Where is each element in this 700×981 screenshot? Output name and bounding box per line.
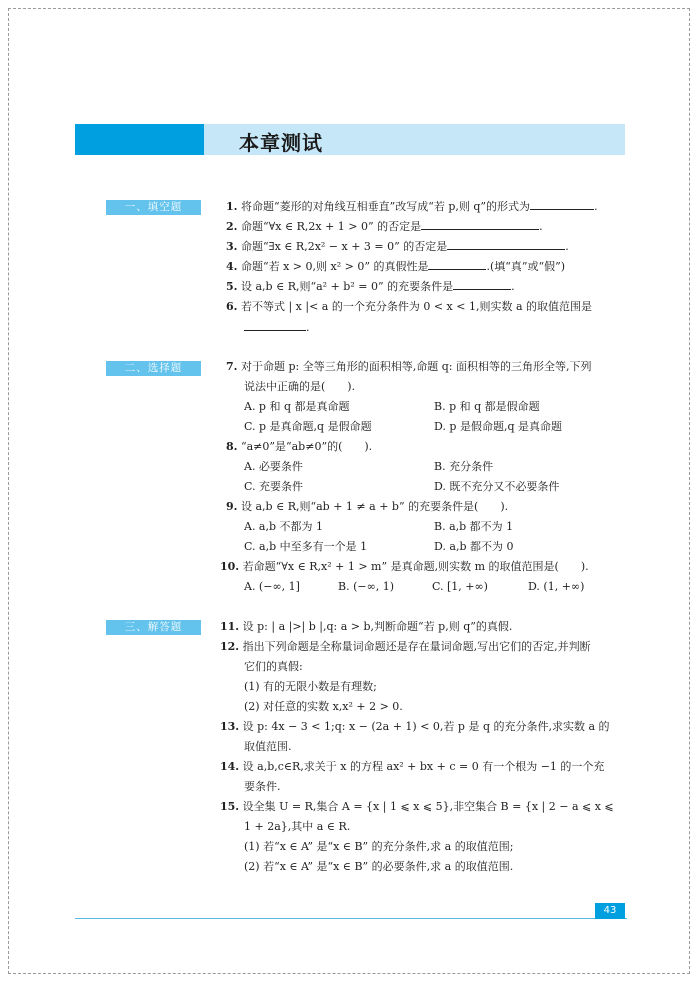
option-9b[interactable]: B. a,b 都不为 1	[434, 520, 514, 533]
question-8: 8. “a≠0”是“ab≠0”的( ).	[226, 440, 373, 453]
question-14-continuation: 要条件.	[244, 780, 281, 793]
question-15-part-2: (2) 若“x ∈ A” 是“x ∈ B” 的必要条件,求 a 的取值范围.	[244, 860, 514, 873]
question-10: 10. 若命题“∀x ∈ R,x² + 1 > m” 是真命题,则实数 m 的取值范围是( ).	[220, 560, 589, 573]
option-8c[interactable]: C. 充要条件	[244, 480, 304, 493]
question-13: 13. 设 p: 4x − 3 < 1;q: x − (2a + 1) < 0,若 p 是 q 的充分条件,求实数 a 的	[220, 720, 610, 733]
question-12-continuation: 它们的真假:	[244, 660, 303, 673]
question-1: 1. 将命题“菱形的对角线互相垂直”改写成“若 p,则 q”的形式为 .	[226, 197, 626, 217]
option-10a[interactable]: A. (−∞, 1]	[244, 580, 300, 593]
question-15-part-1: (1) 若“x ∈ A” 是“x ∈ B” 的充分条件,求 a 的取值范围;	[244, 840, 514, 853]
option-8b[interactable]: B. 充分条件	[434, 460, 494, 473]
footer-rule	[75, 918, 627, 919]
question-12-part-2: (2) 对任意的实数 x,x² + 2 > 0.	[244, 700, 403, 713]
question-12-part-1: (1) 有的无限小数是有理数;	[244, 680, 377, 693]
chapter-title-bar	[75, 124, 625, 155]
question-15: 15. 设全集 U = R,集合 A = {x | 1 ⩽ x ⩽ 5},非空集合 B = {x | 2 − a ⩽ x ⩽	[220, 800, 614, 813]
question-6: 6. 若不等式 | x |< a 的一个充分条件为 0 < x < 1,则实数 a 的取值范围是	[226, 300, 593, 313]
option-8d[interactable]: D. 既不充分又不必要条件	[434, 480, 560, 493]
page-number: 43	[595, 903, 625, 919]
option-7a[interactable]: A. p 和 q 都是真命题	[244, 400, 350, 413]
answer-blank[interactable]	[453, 277, 511, 290]
question-11: 11. 设 p: | a |>| b |,q: a > b,判断命题“若 p,则 q”的真假.	[220, 620, 513, 633]
question-7: 7. 对于命题 p: 全等三角形的面积相等,命题 q: 面积相等的三角形全等,下列	[226, 360, 592, 373]
question-5: 5. 设 a,b ∈ R,则“a² + b² = 0” 的充要条件是 .	[226, 277, 626, 297]
option-10d[interactable]: D. (1, +∞)	[528, 580, 585, 593]
section-label-multiple-choice: 二、选择题	[106, 361, 201, 376]
section-label-answer-questions: 三、解答题	[106, 620, 201, 635]
answer-blank[interactable]	[421, 217, 539, 230]
option-9d[interactable]: D. a,b 都不为 0	[434, 540, 514, 553]
title-accent-block	[75, 124, 204, 155]
option-9a[interactable]: A. a,b 不都为 1	[244, 520, 324, 533]
option-7c[interactable]: C. p 是真命题,q 是假命题	[244, 420, 372, 433]
answer-blank[interactable]	[244, 318, 306, 331]
answer-blank[interactable]	[447, 237, 565, 250]
question-14: 14. 设 a,b,c∈R,求关于 x 的方程 ax² + bx + c = 0 有一个根为 −1 的一个充	[220, 760, 605, 773]
answer-blank[interactable]	[428, 257, 486, 270]
answer-blank[interactable]	[530, 197, 594, 210]
option-8a[interactable]: A. 必要条件	[244, 460, 303, 473]
question-12: 12. 指出下列命题是全称量词命题还是存在量词命题,写出它们的否定,并判断	[220, 640, 591, 653]
question-4: 4. 命题“若 x > 0,则 x² > 0” 的真假性是 .(填“真”或“假”)	[226, 257, 626, 277]
question-3: 3. 命题“∃x ∈ R,2x² − x + 3 = 0” 的否定是 .	[226, 237, 626, 257]
option-9c[interactable]: C. a,b 中至多有一个是 1	[244, 540, 368, 553]
page-title: 本章测试	[239, 131, 323, 155]
question-2: 2. 命题“∀x ∈ R,2x + 1 > 0” 的否定是 .	[226, 217, 626, 237]
question-9: 9. 设 a,b ∈ R,则“ab + 1 ≠ a + b” 的充要条件是( ).	[226, 500, 509, 513]
option-10b[interactable]: B. (−∞, 1)	[338, 580, 395, 593]
question-7-continuation: 说法中正确的是( ).	[244, 380, 356, 393]
option-7b[interactable]: B. p 和 q 都是假命题	[434, 400, 540, 413]
option-10c[interactable]: C. [1, +∞)	[432, 580, 488, 593]
section-label-fill-in: 一、填空题	[106, 200, 201, 215]
question-13-continuation: 取值范围.	[244, 740, 292, 753]
question-15-continuation: 1 + 2a},其中 a ∈ R.	[244, 820, 351, 833]
option-7d[interactable]: D. p 是假命题,q 是真命题	[434, 420, 562, 433]
question-6-blank-line: .	[244, 318, 629, 338]
